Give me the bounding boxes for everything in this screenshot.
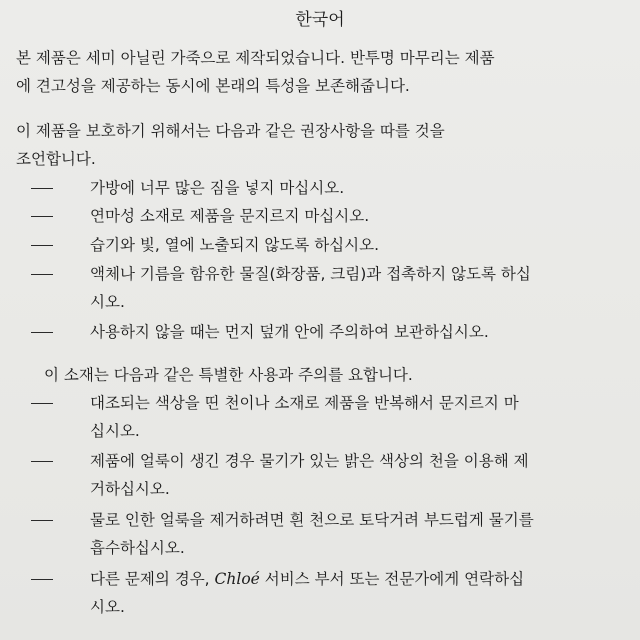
list-item-text: 시오.	[90, 293, 125, 311]
list-item	[90, 506, 534, 562]
contact-suffix: 서비스 부서 또는 전문가에게 연락하십	[259, 570, 525, 588]
list-item-text: 대조되는 색상을 띤 천이나 소재로 제품을 반복해서 문지르지 마	[90, 394, 519, 412]
bullet-dash	[31, 520, 53, 521]
list-item	[90, 202, 369, 230]
bleed-through-text	[258, 0, 398, 8]
advice-intro-paragraph	[16, 117, 445, 173]
list-item	[90, 447, 529, 503]
list-item-text: 사용하지 않을 때는 먼지 덮개 안에 주의하여 보관하십시오.	[90, 323, 489, 341]
bullet-dash	[31, 216, 53, 217]
bullet-dash	[31, 461, 53, 462]
bullet-dash	[31, 188, 53, 189]
intro-line: 본 제품은 세미 아닐린 가죽으로 제작되었습니다. 반투명 마무리는 제품	[16, 49, 495, 67]
list-item-text: 가방에 너무 많은 짐을 넣지 마십시오.	[90, 179, 345, 197]
list-item-text: 액체나 기름을 함유한 물질(화장품, 크림)과 접촉하지 않도록 하십	[90, 265, 531, 283]
list-item-text: 거하십시오.	[90, 480, 170, 498]
list-item-text: 십시오.	[90, 422, 140, 440]
list-item-text	[90, 565, 524, 593]
page-heading: 한국어	[295, 10, 345, 30]
list-item	[90, 260, 531, 316]
advice-intro-line: 조언합니다.	[16, 150, 96, 168]
advice-intro-line: 이 제품을 보호하기 위해서는 다음과 같은 권장사항을 따를 것을	[16, 122, 445, 140]
list-item	[90, 318, 489, 346]
list-item-text: 제품에 얼룩이 생긴 경우 물기가 있는 밝은 색상의 천을 이용해 제	[90, 452, 529, 470]
bullet-dash	[31, 274, 53, 275]
list-item-text: 물로 인한 얼룩을 제거하려면 흰 천으로 토닥거려 부드럽게 물기를	[90, 511, 534, 529]
list-item	[90, 389, 519, 445]
list-item	[90, 174, 344, 202]
brand-name: Chloé	[214, 570, 260, 588]
bullet-dash	[31, 403, 53, 404]
list-item	[90, 565, 524, 621]
list-item-text: 연마성 소재로 제품을 문지르지 마십시오.	[90, 207, 370, 225]
list-item	[90, 231, 379, 259]
list-item-text: 습기와 빛, 열에 노출되지 않도록 하십시오.	[90, 236, 380, 254]
bullet-dash	[31, 245, 53, 246]
list-item-text: 흡수하십시오.	[90, 539, 185, 557]
care-intro-paragraph	[44, 361, 413, 389]
bullet-dash	[31, 579, 53, 580]
bullet-dash	[31, 332, 53, 333]
intro-paragraph	[16, 44, 495, 100]
contact-prefix: 다른 문제의 경우,	[90, 570, 215, 588]
care-intro-line: 이 소재는 다음과 같은 특별한 사용과 주의를 요합니다.	[44, 366, 413, 384]
intro-line: 에 견고성을 제공하는 동시에 본래의 특성을 보존해줍니다.	[16, 77, 410, 95]
list-item-text: 시오.	[90, 598, 125, 616]
